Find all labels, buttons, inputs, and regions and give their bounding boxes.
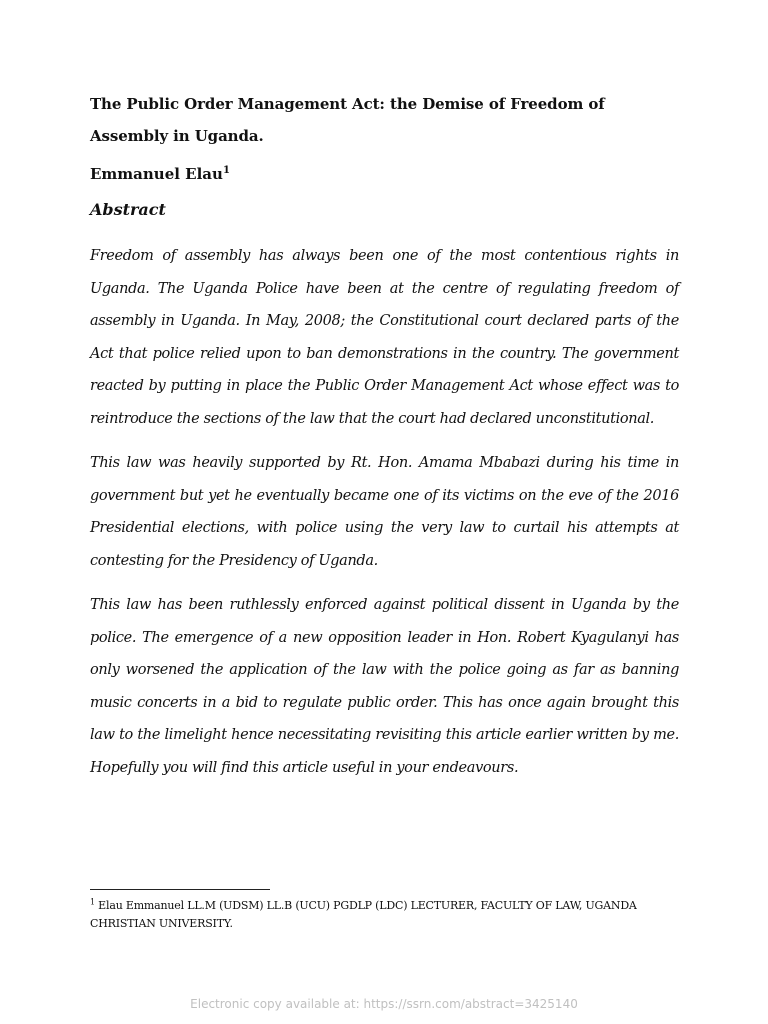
paper-title: The Public Order Management Act: the Demise of Freedom of Assembly in Uganda. — [90, 95, 605, 145]
author-name — [90, 162, 679, 186]
footnote-divider — [90, 889, 270, 890]
ssrn-watermark: Electronic copy available at: https://ssrn.com/abstract=3425140 — [190, 997, 578, 1011]
document-body — [90, 88, 679, 784]
author-footnote-mark[interactable]: 1 — [222, 165, 230, 176]
abstract-paragraph: This law has been ruthlessly enforced against political dissent in Uganda by the police. The emergence of a new opposition leader in Hon. Robert Kyagulanyi has only worsened the application of the law with the police going as far as banning music concerts in a bid to regulate public order. This has once again brought this law to the limelight hence necessitating revisiting this article earlier written by me. Hopefully you will find this article useful in your endeavours. — [90, 597, 679, 776]
footnote-mark: 1 — [90, 897, 95, 907]
footnote-text: Elau Emmanuel LL.M (UDSM) LL.B (UCU) PGDLP (LDC) LECTURER, FACULTY OF LAW, UGANDA CHRISTIAN UNIVERSITY. — [90, 899, 637, 930]
abstract-heading: Abstract — [90, 200, 166, 219]
abstract-paragraph: This law was heavily supported by Rt. Hon. Amama Mbabazi during his time in government but yet he eventually became one of its victims on the eve of the 2016 Presidential elections, with police using the very law to curtail his attempts at contesting for the Presidency of Uganda. — [90, 455, 679, 569]
footnote — [90, 897, 679, 933]
author-name-text: Emmanuel Elau — [90, 165, 223, 183]
abstract-paragraph: Freedom of assembly has always been one of the most contentious rights in Uganda. The Uganda Police have been at the centre of regulating freedom of assembly in Uganda. In May, 2008; the Constitutional court declared parts of the Act that police relied upon to ban demonstrations in the country. The government reacted by putting in place the Public Order Management Act whose effect was to reintroduce the sections of the law that the court had declared unconstitutional. — [90, 248, 679, 427]
